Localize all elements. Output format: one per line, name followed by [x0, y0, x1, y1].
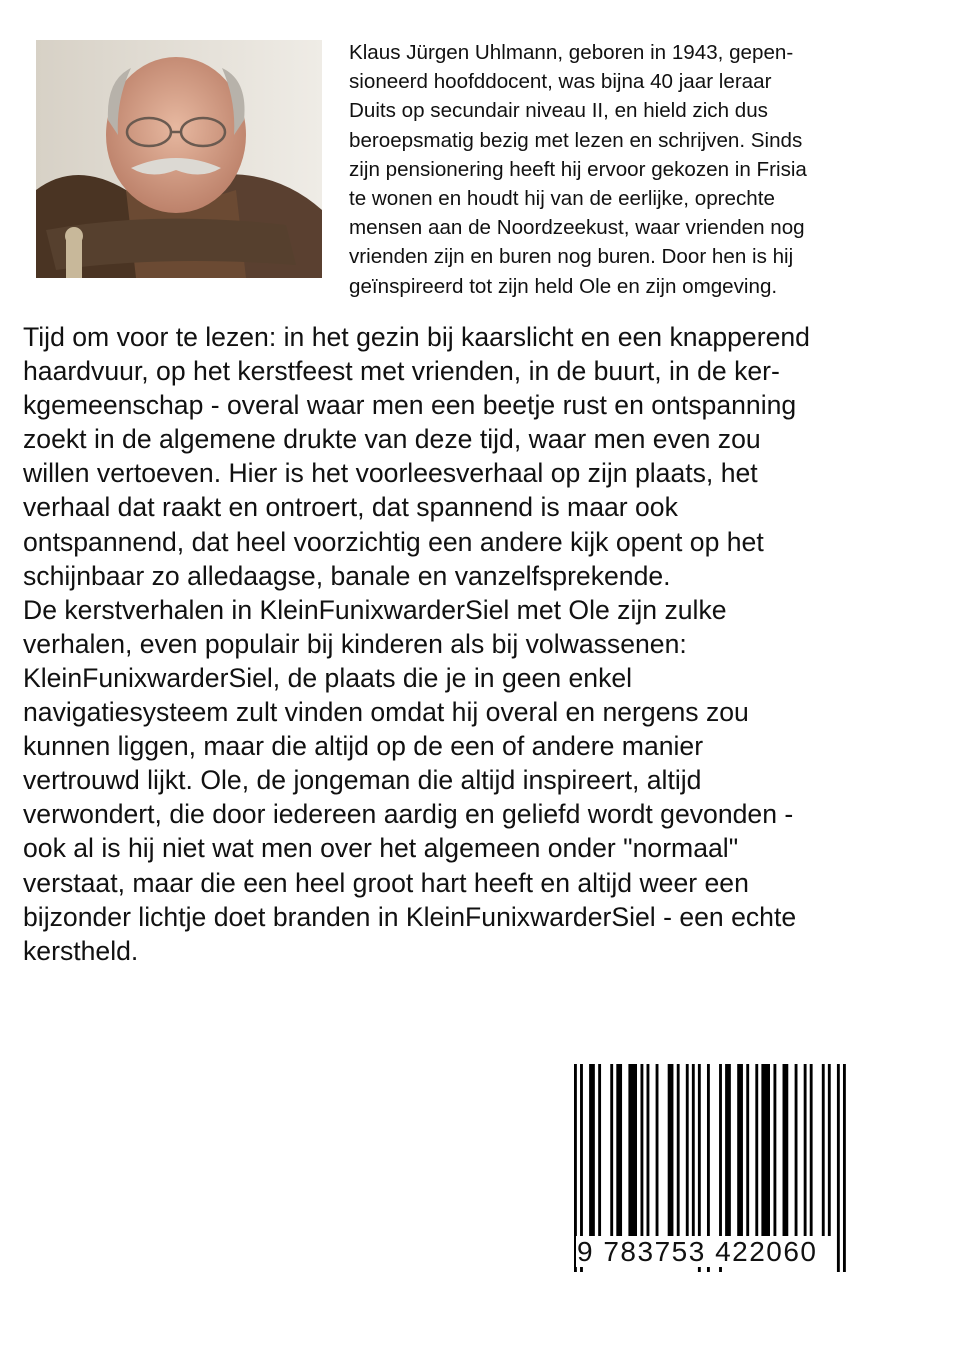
barcode-bar [598, 1064, 601, 1236]
barcode-bar [822, 1064, 825, 1236]
barcode-bar [589, 1064, 595, 1236]
author-bio: Klaus Jürgen Uhlmann, geboren in 1943, gepen- sioneerd hoofddocent, was bijna 40 jaar leraar Duits op secundair niveau II, en hield zich dus beroepsmatig bezig met lezen en schrijven. Sinds zijn pensionering heeft hij ervoor gekozen in Frisia te wonen en houdt hij van de eerlijke, oprechte mensen aan de Noordzeekust, waar vrienden nog vrienden zijn en buren nog buren. Door hen is hij geïnspireerd tot zijn held Ole en zijn omgeving. [349, 41, 807, 298]
author-portrait-illustration [36, 40, 322, 278]
barcode-bar [761, 1064, 770, 1236]
barcode-bar [692, 1064, 695, 1236]
barcode-bar [656, 1064, 659, 1236]
book-blurb: Tijd om voor te lezen: in het gezin bij kaarslicht en een knapperend haardvuur, op het kerstfeest met vrienden, in de buurt, in de ker- kgemeenschap - overal waar men een beetje rust en ontspanning zoekt in de algemene drukte van deze tijd, waar men even zou willen vertoeven. Hier is het voorleesverhaal op zijn plaats, het verhaal dat raakt en ontroert, dat spannend is maar ook ontspannend, dat heel voorzichtig een andere kijk opent op het schijnbaar zo alledaagse, banale en vanzelfsprekende. De kerstverhalen in KleinFunixwarderSiel met Ole zijn zulke verhalen, even populair bij kinderen als bij volwassenen: KleinFunixwarderSiel, de plaats die je in geen enkel navigatiesysteem zult vinden omdat hij overal en nergens zou kunnen liggen, maar die altijd op de een of andere manier vertrouwd lijkt. Ole, de jongeman die altijd inspireert, altijd verwondert, die door iedereen aardig en geliefd wordt gevonden - ook al is hij niet wat men over het algemeen onder "normaal" verstaat, maar die een heel groot hart heeft en altijd weer een bijzonder lichtje doet branden in KleinFunixwarderSiel - een echte kerstheld. [23, 322, 810, 966]
isbn-digits: 9 783753 422060 [577, 1236, 818, 1267]
barcode-bar [810, 1064, 813, 1236]
barcode-bar [640, 1064, 643, 1236]
barcode-bar [677, 1064, 680, 1236]
barcode-bar [804, 1064, 807, 1236]
barcode-bar [737, 1064, 743, 1236]
barcode-bar [616, 1064, 622, 1236]
barcode-bar [828, 1064, 831, 1236]
barcode-bar [686, 1064, 689, 1236]
barcode-bar [746, 1064, 749, 1236]
barcode-bar [725, 1064, 731, 1236]
author-photo [36, 40, 322, 278]
barcode-bar [773, 1064, 776, 1236]
barcode-bar [647, 1064, 650, 1236]
barcode-bar [755, 1064, 758, 1236]
isbn-number [576, 1236, 844, 1268]
barcode-bar [668, 1064, 674, 1236]
barcode-bar [783, 1064, 789, 1236]
barcode-bar [628, 1064, 637, 1236]
barcode-bar [795, 1064, 798, 1236]
barcode-bar [610, 1064, 613, 1236]
